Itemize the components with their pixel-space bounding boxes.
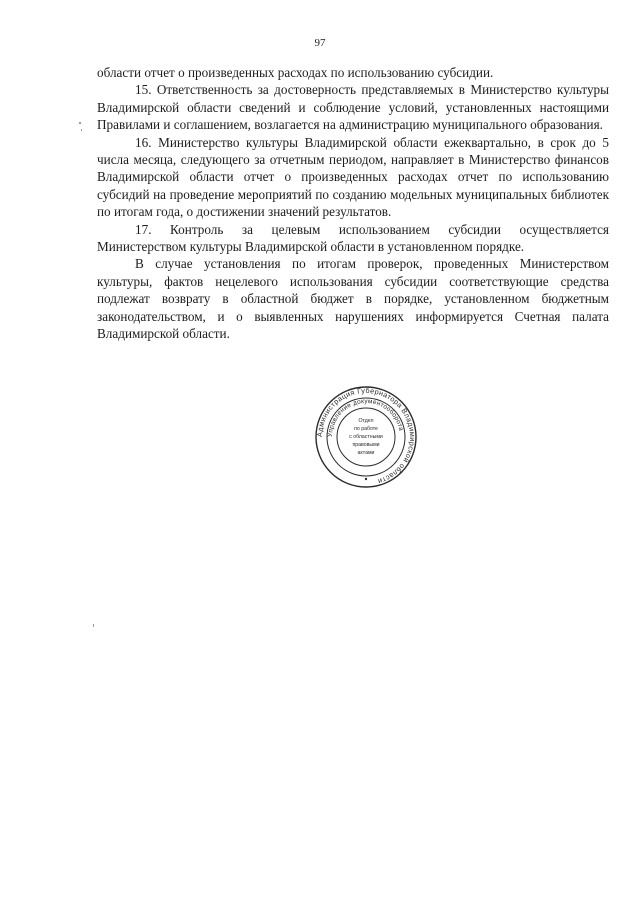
- seal-center-line-3: с областными: [349, 434, 383, 440]
- scan-speck: [93, 624, 94, 627]
- paragraph-16: 16. Министерство культуры Владимирской области ежеквартально, в срок до 5 числа месяца, следующего за отчетным периодом, направляет в Министерство финансов Владимирской области отчет о произведенных расходах отчет по использованию субсидий на проведение мероприятий по созданию модельных муниципальных библиотек по итогам года, о достижении значений результатов.: [97, 134, 609, 220]
- seal-star-dot: [365, 478, 367, 480]
- paragraph-continuation: области отчет о произведенных расходах по использованию субсидии.: [97, 65, 494, 80]
- paragraph-violations: В случае установления по итогам проверок, проведенных Министерством культуры, фактов нецелевого использования субсидии соответствующие средства подлежат возврату в областной бюджет в порядке, установленном бюджетным законодательством, и о выявленных нарушениях информируется Счетная палата Владимирской области.: [97, 256, 609, 342]
- scan-speck: [81, 129, 82, 131]
- seal-center-line-1: Отдел: [358, 418, 374, 424]
- scan-speck: [79, 122, 81, 124]
- seal-center-line-2: по работе: [354, 426, 378, 432]
- seal-outer-textpath: Администрация Губернатора Владимирской области: [315, 386, 417, 487]
- paragraph-15: 15. Ответственность за достоверность представляемых в Министерство культуры Владимирской области сведений и соблюдение условий, установленных настоящими Правилами и соглашением, возлагается на администрацию муниципального образования.: [97, 82, 609, 133]
- official-seal: [315, 386, 417, 488]
- page-number: 97: [314, 37, 326, 49]
- seal-center-line-4: правовыми: [352, 442, 380, 448]
- seal-center-line-5: актами: [357, 450, 375, 456]
- seal-middle-textpath: Управление документооборота: [326, 397, 405, 438]
- body-text: [97, 64, 609, 343]
- paragraph-17: 17. Контроль за целевым использованием субсидии осуществляется Министерством культуры Владимирской области в установленном порядке.: [97, 221, 609, 255]
